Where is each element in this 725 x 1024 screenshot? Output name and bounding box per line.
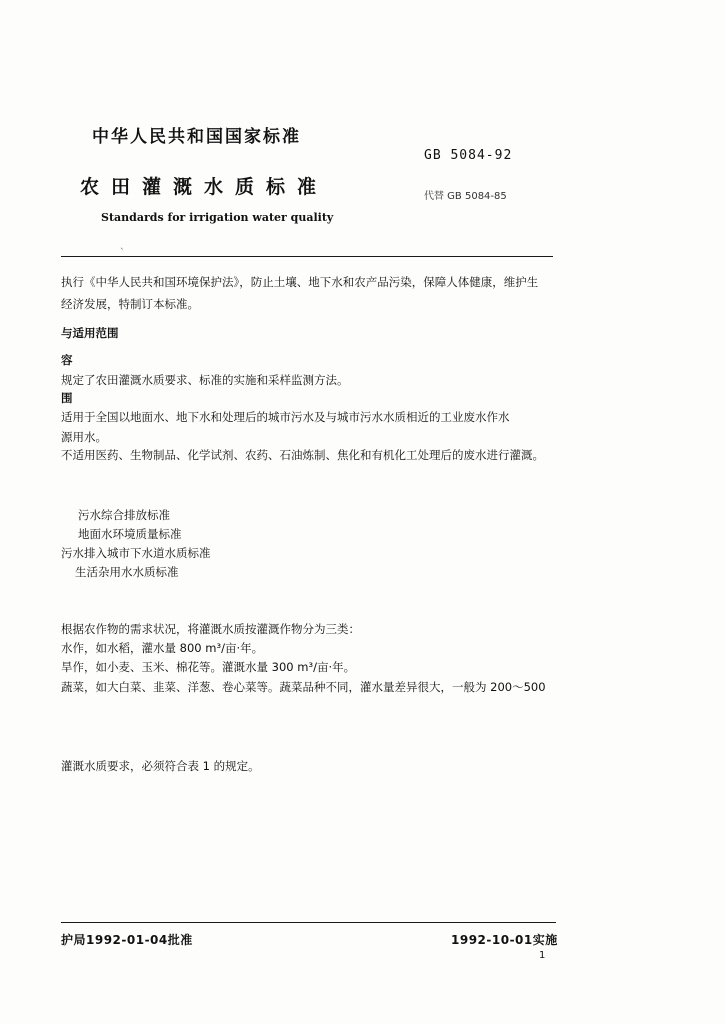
reference-item: 地面水环境质量标准 <box>78 527 182 541</box>
range-label: 围 <box>61 391 73 405</box>
range-line: 源用水。 <box>61 430 107 444</box>
classification-line: 水作，如水稻，灌水量 800 m³/亩·年。 <box>61 641 264 655</box>
requirement-line: 灌溉水质要求，必须符合表 1 的规定。 <box>61 759 260 773</box>
effective-date: 1992-10-01实施 <box>451 933 558 947</box>
intro-line: 执行《中华人民共和国环境保护法》，防止土壤、地下水和农产品污染，保障人体健康，维护生 <box>61 275 539 289</box>
standard-title-cn: 农田灌溉水质标准 <box>80 176 329 198</box>
reference-item: 污水综合排放标准 <box>78 508 170 522</box>
header-divider <box>61 256 553 257</box>
reference-item: 生活杂用水水质标准 <box>75 565 179 579</box>
footer-divider <box>61 922 556 923</box>
content-text: 规定了农田灌溉水质要求、标准的实施和采样监测方法。 <box>61 373 349 387</box>
range-line: 不适用医药、生物制品、化学试剂、农药、石油炼制、焦化和有机化工处理后的废水进行灌溉。 <box>61 448 544 462</box>
content-label: 容 <box>61 353 73 367</box>
classification-line: 根据农作物的需求状况，将灌溉水质按灌溉作物分为三类： <box>61 622 360 636</box>
classification-line: 蔬菜，如大白菜、韭菜、洋葱、卷心菜等。蔬菜品种不同，灌水量差异很大，一般为 200～500 <box>61 680 546 694</box>
stray-mark: ˋ <box>120 248 125 258</box>
classification-line: 旱作，如小麦、玉米、棉花等。灌溉水量 300 m³/亩·年。 <box>61 660 356 674</box>
page-number: 1 <box>539 950 546 961</box>
national-standard-heading: 中华人民共和国国家标准 <box>92 127 301 147</box>
standard-title-en: Standards for irrigation water quality <box>101 211 334 224</box>
range-line: 适用于全国以地面水、地下水和处理后的城市污水及与城市污水水质相近的工业废水作水 <box>61 410 510 424</box>
intro-line: 经济发展，特制订本标准。 <box>61 297 199 311</box>
scope-heading: 与适用范围 <box>61 326 119 340</box>
approval-date: 护局1992-01-04批准 <box>61 933 193 947</box>
reference-item: 污水排入城市下水道水质标准 <box>61 546 211 560</box>
replaces-standard: 代替 GB 5084-85 <box>424 191 507 202</box>
standard-number: GB 5084-92 <box>424 148 513 163</box>
